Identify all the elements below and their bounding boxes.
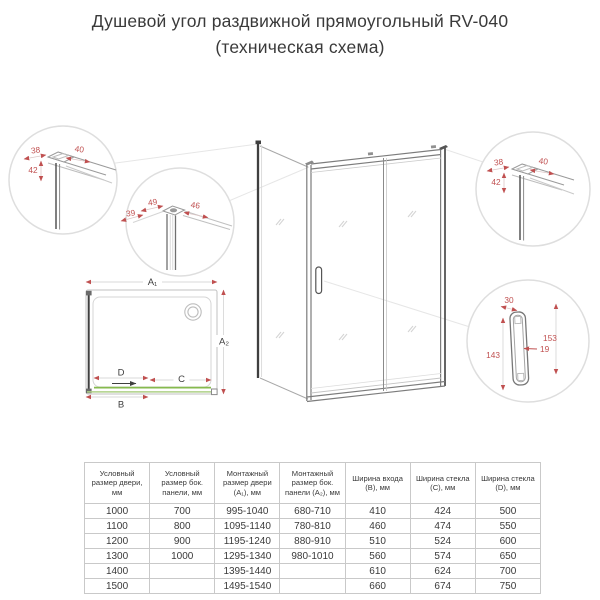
- table-cell: 500: [475, 504, 540, 519]
- plan-dim-a1: A₁: [147, 277, 158, 288]
- table-cell: 800: [150, 519, 215, 534]
- table-cell: 410: [345, 504, 410, 519]
- dim-corner-left-40: 40: [74, 143, 85, 155]
- table-cell: 1195-1240: [215, 534, 280, 549]
- dim-post-46: 46: [190, 199, 201, 211]
- plan-dim-c: C: [178, 374, 185, 385]
- detail-circle-corner-left: [9, 126, 117, 234]
- table-cell: 1100: [85, 519, 150, 534]
- table-cell: 1495-1540: [215, 579, 280, 594]
- column-header: Монтажный размер двери (A₁), мм: [215, 463, 280, 504]
- title-line-1: Душевой угол раздвижной прямоугольный RV-040: [91, 11, 509, 31]
- table-cell: 1000: [150, 549, 215, 564]
- column-header: Условный размер бок. панели, мм: [150, 463, 215, 504]
- front-frame: [307, 148, 445, 402]
- size-table-head-row: [85, 463, 541, 504]
- table-cell: 660: [345, 579, 410, 594]
- table-row: [85, 504, 541, 519]
- column-header: Ширина входа (B), мм: [345, 463, 410, 504]
- roller-bracket: [368, 152, 373, 155]
- table-cell: 1300: [85, 549, 150, 564]
- table-cell: 1200: [85, 534, 150, 549]
- column-header: Монтажный размер бок. панели (A₂), мм: [280, 463, 345, 504]
- table-cell: 980-1010: [280, 549, 345, 564]
- plan-dim-d: D: [117, 367, 125, 379]
- dim-corner-right-38: 38: [493, 156, 504, 168]
- dim-corner-right-42: 42: [491, 177, 501, 187]
- column-header: Ширина стекла (C), мм: [410, 463, 475, 504]
- glass-sparkle-icons: [276, 211, 416, 340]
- table-row: [85, 549, 541, 564]
- table-cell: 900: [150, 534, 215, 549]
- table-cell: 510: [345, 534, 410, 549]
- table-cell: [280, 564, 345, 579]
- table-row: [85, 564, 541, 579]
- table-cell: 1395-1440: [215, 564, 280, 579]
- table-row: [85, 534, 541, 549]
- table-cell: 424: [410, 504, 475, 519]
- door-handle: [316, 267, 322, 294]
- table-cell: 1295-1340: [215, 549, 280, 564]
- table-cell: 1095-1140: [215, 519, 280, 534]
- size-table: [84, 462, 541, 594]
- table-cell: 574: [410, 549, 475, 564]
- dim-handle-19: 19: [540, 344, 550, 354]
- table-cell: 560: [345, 549, 410, 564]
- table-cell: 524: [410, 534, 475, 549]
- table-cell: 1400: [85, 564, 150, 579]
- plan-dim-b: B: [117, 399, 125, 411]
- column-header: Условный размер двери, мм: [85, 463, 150, 504]
- table-cell: 650: [475, 549, 540, 564]
- plan-wall-profile-cap: [212, 389, 218, 395]
- table-cell: 1500: [85, 579, 150, 594]
- table-cell: 550: [475, 519, 540, 534]
- dim-corner-right-40: 40: [538, 155, 549, 167]
- table-cell: 674: [410, 579, 475, 594]
- dim-handle-30: 30: [504, 295, 514, 305]
- table-cell: 624: [410, 564, 475, 579]
- roller-bracket: [431, 145, 436, 148]
- size-table-body: [85, 504, 541, 594]
- plan-view: [86, 276, 234, 411]
- table-cell: 700: [475, 564, 540, 579]
- column-header: Ширина стекла (D), мм: [475, 463, 540, 504]
- dim-post-49: 49: [147, 196, 158, 208]
- main-3d-view: [256, 141, 449, 402]
- table-row: [85, 519, 541, 534]
- dim-post-39: 39: [125, 207, 136, 219]
- table-cell: [280, 579, 345, 594]
- dim-corner-left-42: 42: [28, 165, 38, 175]
- table-row: [85, 579, 541, 594]
- size-table-head: [85, 463, 541, 504]
- table-cell: 610: [345, 564, 410, 579]
- dim-handle-153: 153: [543, 333, 557, 343]
- table-cell: 750: [475, 579, 540, 594]
- table-cell: 460: [345, 519, 410, 534]
- table-cell: 880-910: [280, 534, 345, 549]
- dim-handle-143: 143: [486, 350, 500, 360]
- table-cell: 600: [475, 534, 540, 549]
- table-cell: 680-710: [280, 504, 345, 519]
- table-cell: 474: [410, 519, 475, 534]
- table-cell: 995-1040: [215, 504, 280, 519]
- front-post-cap-left: [305, 161, 314, 166]
- table-cell: [150, 579, 215, 594]
- front-post-cap-right: [439, 145, 448, 150]
- side-panel-drawing: [260, 146, 308, 399]
- table-cell: 1000: [85, 504, 150, 519]
- title-line-2: (техническая схема): [215, 36, 385, 57]
- table-cell: [150, 564, 215, 579]
- table-cell: 780-810: [280, 519, 345, 534]
- wall-profile-cap: [256, 141, 262, 145]
- door-divider: [384, 158, 387, 391]
- dim-corner-left-38: 38: [30, 144, 41, 156]
- plan-dim-a2: A₂: [218, 336, 230, 348]
- detail-circle-corner-right: [476, 132, 590, 246]
- table-cell: 700: [150, 504, 215, 519]
- detail-circle-handle: [467, 280, 589, 402]
